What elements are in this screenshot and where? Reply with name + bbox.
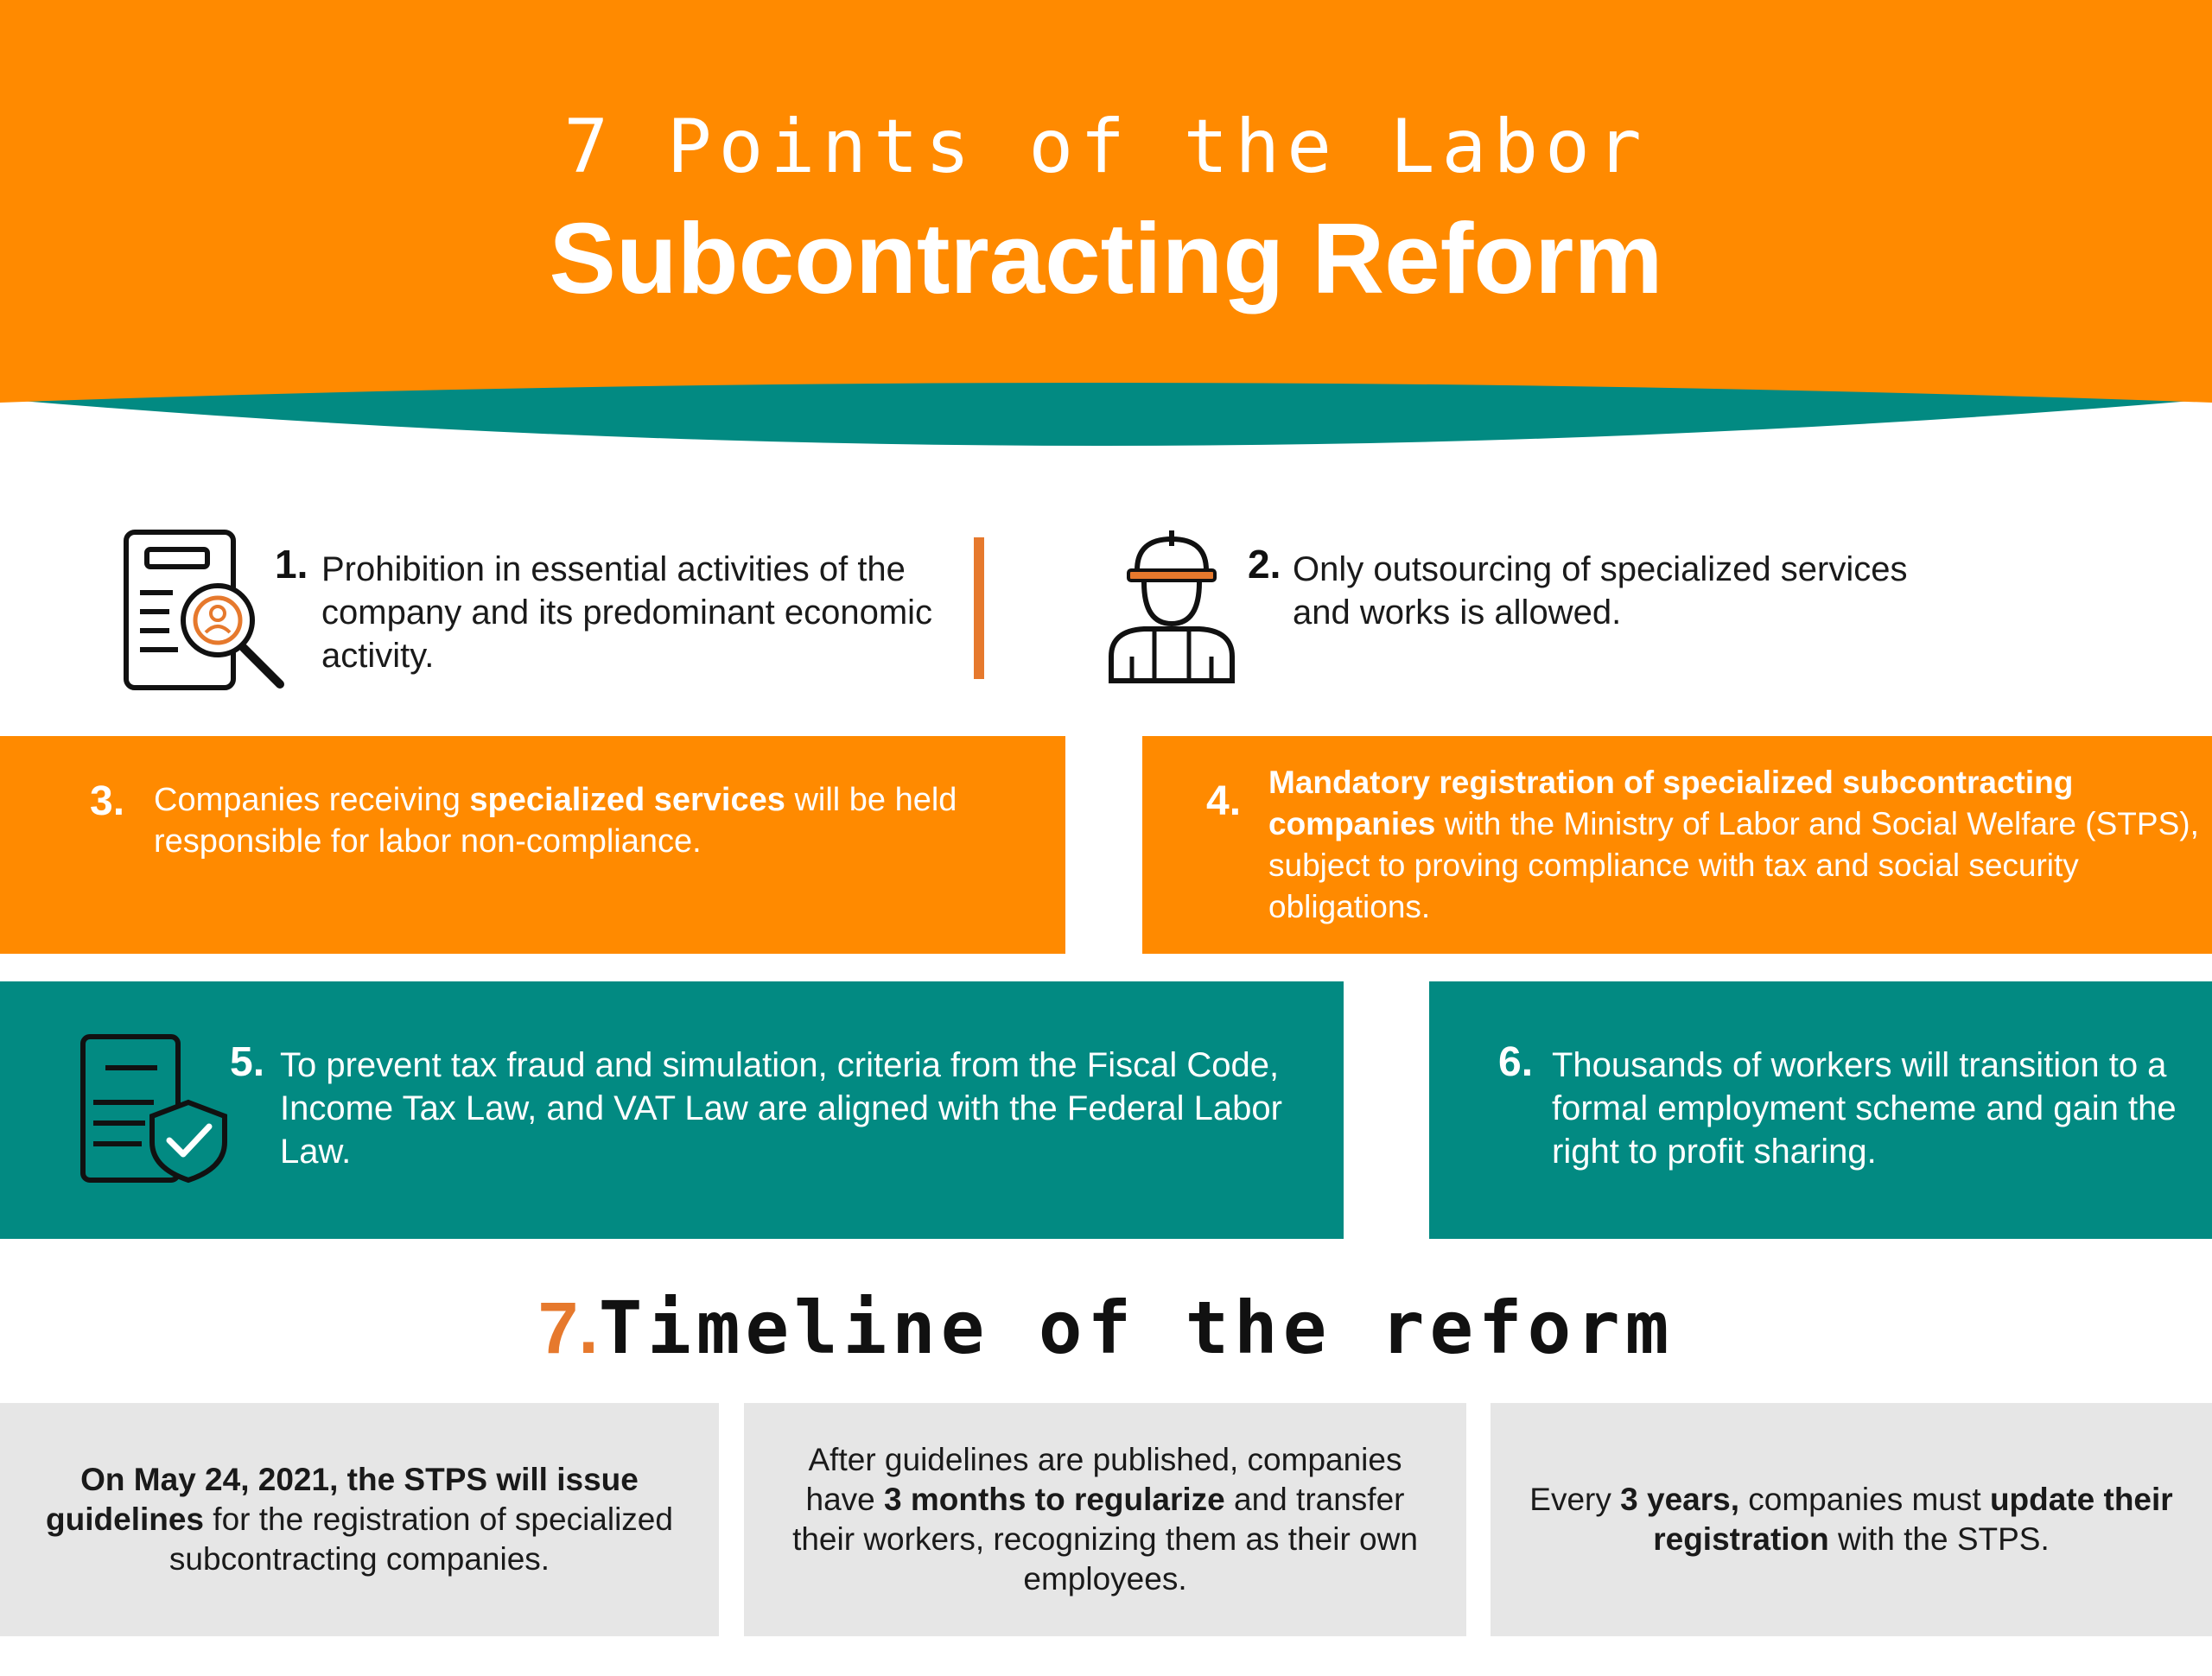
document-shield-icon (79, 1033, 228, 1184)
point-4-number: 4. (1206, 778, 1242, 824)
point-4-text (1268, 762, 2202, 928)
point-4-text-part: with the Ministry of Labor and Social Welfare (STPS), subject to proving compliance with tax and social security obligations. (1268, 806, 2199, 924)
timeline-card-1 (0, 1403, 719, 1636)
timeline-card-2-part1: After guidelines are published, companies have (805, 1442, 1402, 1517)
header-title-line2: Subcontracting Reform (549, 202, 1663, 314)
point-6-text: Thousands of workers will transition to a formal employment scheme and gain the right to profit sharing. (1552, 1046, 2177, 1171)
point-6-number: 6. (1498, 1039, 1534, 1085)
point-2-text: Only outsourcing of specialized services and works is allowed. (1293, 550, 1908, 632)
timeline-card-3-part3: with the STPS. (1828, 1521, 2050, 1557)
point-3-text (154, 779, 1035, 862)
point-5-text: To prevent tax fraud and simulation, criteria from the Fiscal Code, Income Tax Law, and VAT Law are aligned with the Federal Labor Law. (280, 1046, 1282, 1171)
point-3-text-part1: Companies receiving (154, 782, 470, 818)
point-3-number: 3. (90, 778, 125, 824)
point-4-text-bold: Mandatory registration of specialized subcontracting companies (1268, 765, 2074, 841)
timeline-card-3-part2: companies must (1739, 1482, 1990, 1517)
timeline-number: 7. (537, 1287, 599, 1368)
timeline-card-1-part: for the registration of specialized subcontracting companies. (168, 1501, 673, 1577)
timeline-card-3-text (1525, 1480, 2177, 1559)
timeline-card-2-part2: and transfer their workers, recognizing them as their own employees. (792, 1482, 1418, 1597)
timeline-card-2 (744, 1403, 1466, 1636)
point-1-text: Prohibition in essential activities of the company and its predominant economic activity. (321, 550, 933, 675)
document-search-icon (121, 529, 290, 696)
timeline-card-1-bold: On May 24, 2021, the STPS will issue guidelines (46, 1462, 639, 1537)
timeline-card-1-text (35, 1460, 684, 1579)
timeline-card-3-part1: Every (1529, 1482, 1621, 1517)
timeline-card-2-bold: 3 months to regularize (884, 1482, 1225, 1517)
point-5-number: 5. (230, 1039, 265, 1085)
header-title-line1: 7 Points of the Labor (563, 104, 1649, 190)
point-2-number: 2. (1248, 542, 1281, 587)
timeline-card-3-bold1: 3 years, (1620, 1482, 1739, 1517)
point-3-text-bold: specialized services (469, 782, 785, 818)
section-divider (974, 537, 984, 679)
point-3-text-part2: will be held responsible for labor non-compliance. (154, 782, 957, 860)
timeline-title (0, 1286, 2212, 1370)
timeline-title-text: Timeline of the reform (598, 1286, 1675, 1370)
worker-hard-hat-icon (1106, 527, 1237, 684)
timeline-card-3 (1491, 1403, 2212, 1636)
point-1-number: 1. (275, 542, 308, 587)
timeline-card-3-bold2: update their registration (1653, 1482, 2173, 1557)
timeline-card-2-text (779, 1440, 1432, 1599)
